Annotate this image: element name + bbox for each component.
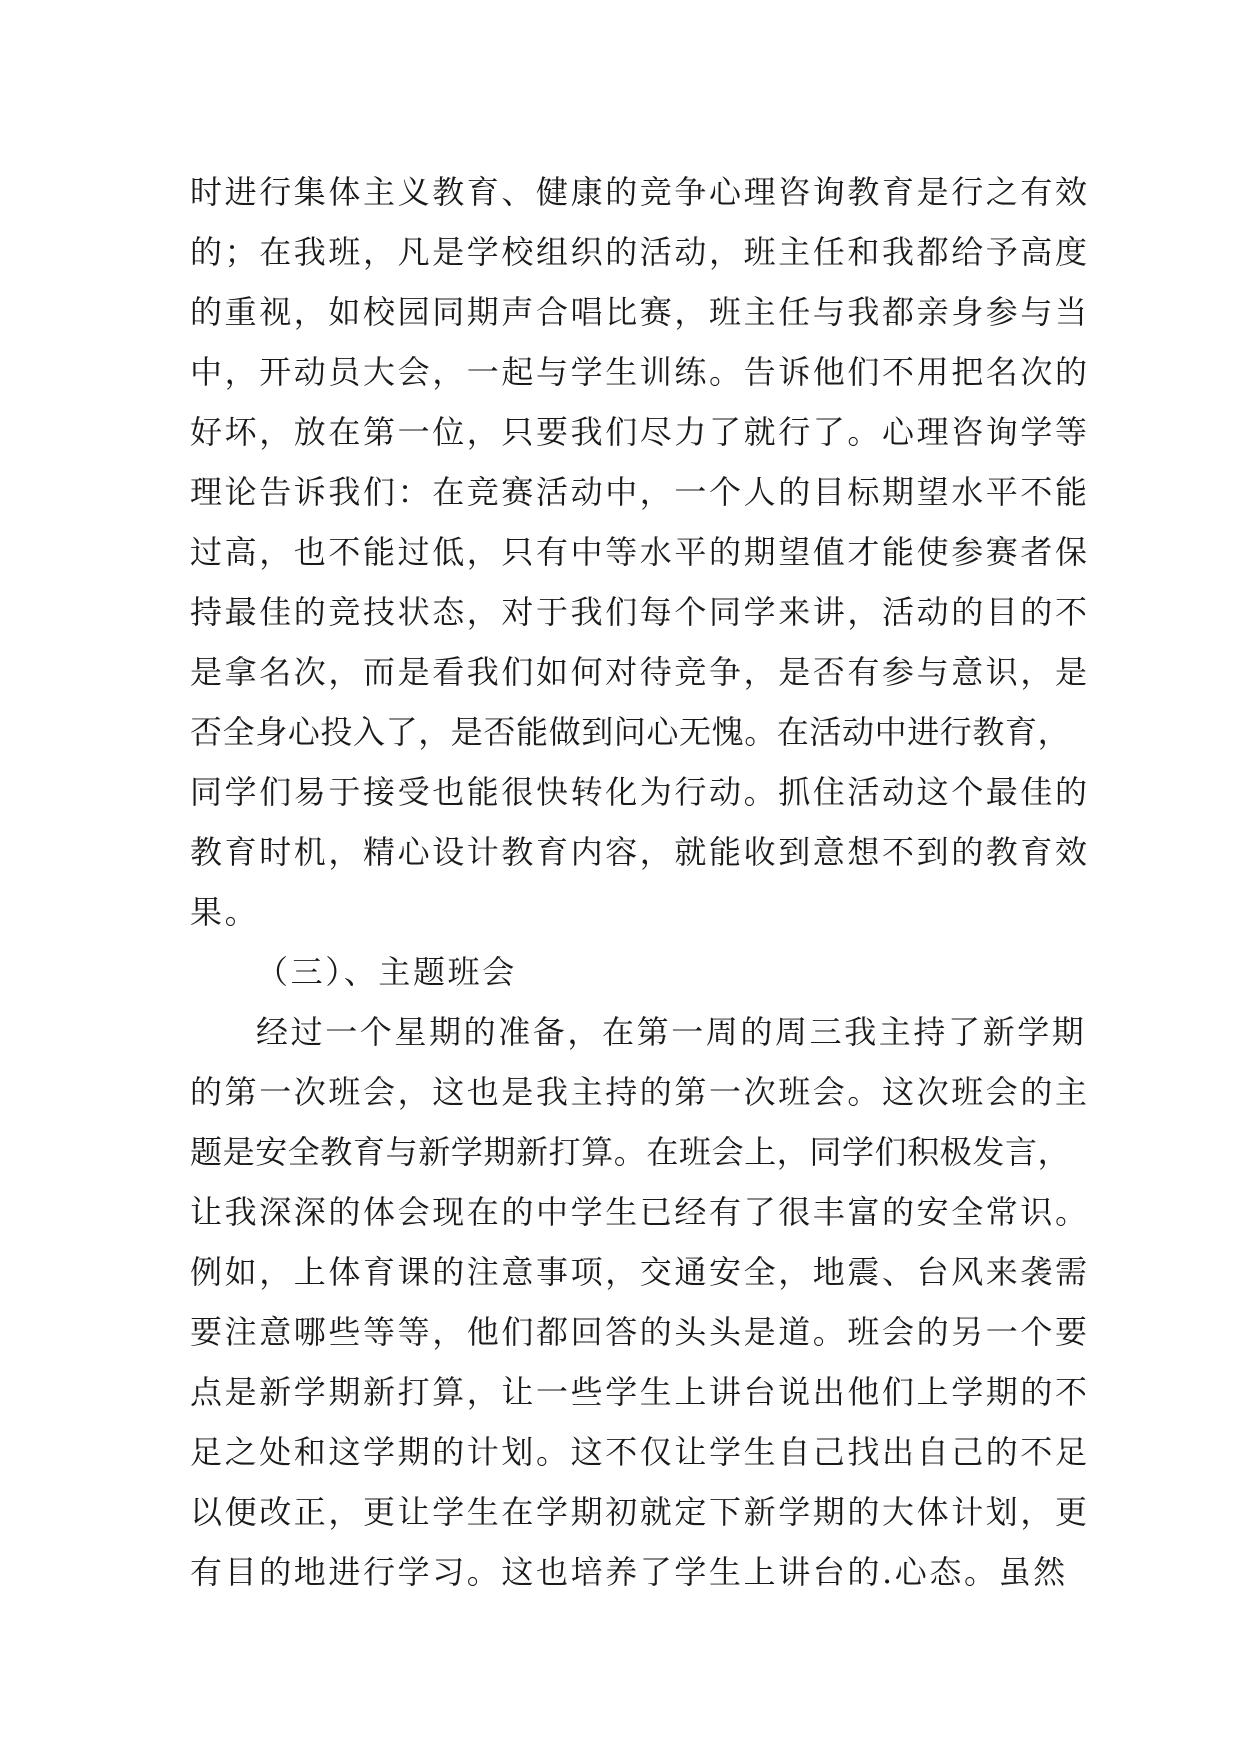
- text-line: 让我深深的体会现在的中学生已经有了很丰富的安全常识。: [190, 1193, 1090, 1231]
- text-line: 的第一次班会，这也是我主持的第一次班会。这次班会的主: [190, 1073, 1090, 1111]
- text-line: 教育时机，精心设计教育内容，就能收到意想不到的教育效: [190, 833, 1090, 871]
- text-line: 的；在我班，凡是学校组织的活动，班主任和我都给予高度: [190, 233, 1090, 271]
- text-line: 经过一个星期的准备，在第一周的周三我主持了新学期: [256, 1013, 1087, 1051]
- paragraph-activity-education: [190, 162, 1090, 942]
- text-line: 同学们易于接受也能很快转化为行动。抓住活动这个最佳的: [190, 773, 1090, 811]
- text-line: 题是安全教育与新学期新打算。在班会上，同学们积极发言，: [190, 1133, 1071, 1171]
- text-line: 点是新学期新打算，让一些学生上讲台说出他们上学期的不: [190, 1373, 1090, 1411]
- text-line: 持最佳的竞技状态，对于我们每个同学来讲，活动的目的不: [190, 593, 1090, 631]
- text-line: 理论告诉我们：在竞赛活动中，一个人的目标期望水平不能: [190, 473, 1090, 511]
- text-line: 要注意哪些等等，他们都回答的头头是道。班会的另一个要: [190, 1313, 1090, 1351]
- text-line: 好坏，放在第一位，只要我们尽力了就行了。心理咨询学等: [190, 413, 1090, 451]
- text-line: 足之处和这学期的计划。这不仅让学生自己找出自己的不足: [190, 1433, 1090, 1471]
- document-body: [190, 162, 1090, 1602]
- text-line: 以便改正，更让学生在学期初就定下新学期的大体计划，更: [190, 1493, 1090, 1531]
- text-line: 例如，上体育课的注意事项，交通安全，地震、台风来袭需: [190, 1253, 1090, 1291]
- text-line: 否全身心投入了，是否能做到问心无愧。在活动中进行教育，: [190, 713, 1071, 751]
- text-line: 中，开动员大会，一起与学生训练。告诉他们不用把名次的: [190, 353, 1090, 391]
- paragraph-class-meeting: [190, 1002, 1090, 1602]
- text-line: 的重视，如校园同期声合唱比赛，班主任与我都亲身参与当: [190, 293, 1090, 331]
- text-line: 时进行集体主义教育、健康的竞争心理咨询教育是行之有效: [190, 173, 1090, 211]
- text-line: 过高，也不能过低，只有中等水平的期望值才能使参赛者保: [190, 533, 1090, 571]
- section-heading: （三）、主题班会: [256, 953, 517, 991]
- text-line: 有目的地进行学习。这也培养了学生上讲台的.心态。虽然: [190, 1553, 1068, 1591]
- text-line: 果。: [190, 893, 260, 931]
- text-line: 是拿名次，而是看我们如何对待竞争，是否有参与意识，是: [190, 653, 1090, 691]
